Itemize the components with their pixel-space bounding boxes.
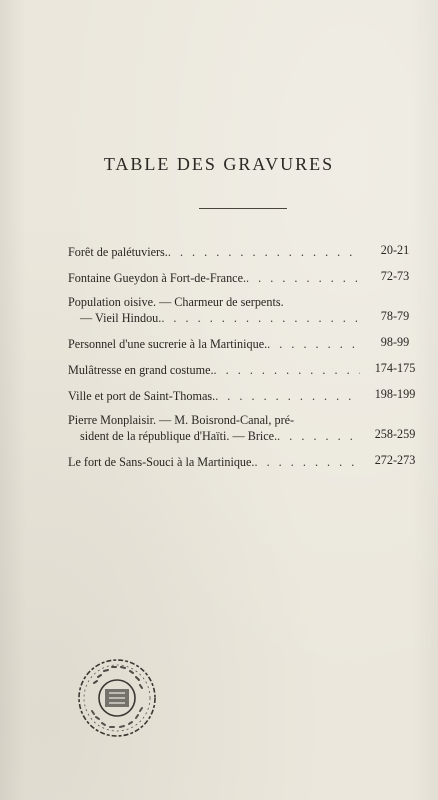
- toc-entry: [68, 452, 430, 470]
- entry-title-continued: sident de la république d'Haïti. — Brice.: [80, 429, 278, 443]
- entry-page-number: 78-79: [380, 309, 410, 323]
- toc-entry: [68, 294, 430, 326]
- entry-title-continued: — Vieil Hindou.: [80, 311, 162, 325]
- entry-page-number: 272-273: [374, 453, 416, 467]
- entry-title: Mulâtresse en grand costume.: [68, 363, 214, 377]
- entry-page-number: 174-175: [374, 361, 416, 375]
- entry-title: Personnel d'une sucrerie à la Martinique.: [68, 337, 268, 351]
- library-stamp-icon: [74, 655, 160, 741]
- dot-leader: [161, 310, 360, 326]
- entry-title: Pierre Monplaisir. — M. Boisrond-Canal, pré-: [68, 413, 295, 427]
- entry-page-number: 98-99: [380, 335, 410, 349]
- entry-page-number: 258-259: [374, 427, 416, 441]
- toc-entry: [68, 268, 430, 286]
- entry-title: Le fort de Sans-Souci à la Martinique.: [68, 455, 255, 469]
- dot-leader: [168, 244, 360, 260]
- toc-entry: [68, 334, 430, 352]
- toc-entry: [68, 412, 430, 444]
- dot-leader: [214, 362, 360, 378]
- toc-entry: [68, 360, 430, 378]
- page-title: TABLE DES GRAVURES: [103, 154, 335, 174]
- dot-leader: [246, 270, 360, 286]
- entry-title: Fontaine Gueydon à Fort-de-France.: [68, 271, 247, 285]
- table-of-engravings: [68, 242, 430, 478]
- dot-leader: [215, 388, 360, 404]
- entry-title: Forêt de palétuviers.: [68, 245, 168, 259]
- toc-entry: [68, 386, 430, 404]
- dot-leader: [254, 454, 360, 470]
- entry-title: Ville et port de Saint-Thomas.: [68, 389, 216, 403]
- entry-title: Population oisive. — Charmeur de serpents.: [68, 295, 284, 309]
- entry-page-number: 20-21: [380, 243, 410, 257]
- dot-leader: [277, 428, 360, 444]
- entry-page-number: 72-73: [380, 269, 410, 283]
- title-rule: [199, 208, 287, 209]
- entry-page-number: 198-199: [374, 387, 416, 401]
- dot-leader: [267, 336, 360, 352]
- toc-entry: [68, 242, 430, 260]
